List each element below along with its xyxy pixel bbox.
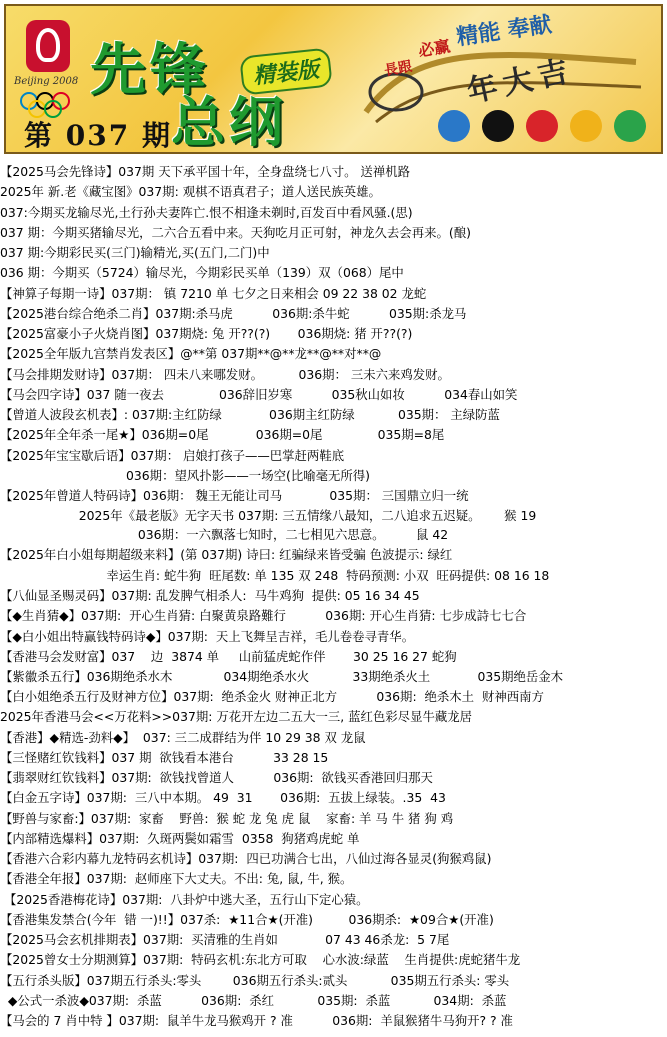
list-item: 【马会排期发财诗】037期： 四未八来哪发财。 036期： 三未六来鸡发财。 (0, 367, 450, 382)
list-item: 【2025年白小姐每期超级来料】(第 037期) 诗曰: 红骗绿来皆受骗 色波提示: 绿红 (0, 547, 453, 562)
list-item: 【马会四字诗】037 随一夜去 036辞旧岁寒 035秋山如妆 034春山如笑 (0, 387, 518, 402)
list-item: 【三怪赌红钦钱料】037 期 欲钱看本港台 33 28 15 (0, 750, 329, 765)
beijing-logo-text: Beijing 2008 (14, 76, 79, 87)
list-item: 【香港马会发财富】037 边 3874 单 山前猛虎蛇作伴 30 25 16 27 蛇狗 (0, 649, 457, 664)
emblem-mark (36, 28, 60, 62)
list-item: 【香港】◆精选-劲料◆】 037: 三二成群结为伴 10 29 38 双 龙鼠 (0, 730, 366, 745)
title-part1: 先锋 (90, 37, 210, 103)
mascot-icon (526, 110, 558, 142)
list-item: 【马会的 7 肖中特 】037期: 鼠羊牛龙马猴鸡开 ? 准 036期: 羊鼠猴猪牛马狗开? ? 准 (0, 1013, 513, 1028)
mascot-icon (570, 110, 602, 142)
list-item: 【2025年全年杀一尾★】036期=0尾 036期=0尾 035期=8尾 (0, 427, 445, 442)
list-item: 036 期：今期买（5724）输尽光，今期彩民买单（139）双（068）尾中 (0, 265, 404, 280)
mascot-icon (438, 110, 470, 142)
list-item: 【紫徽杀五行】036期绝杀水木 034期绝杀水火 33期绝杀火土 035期绝岳金木 (0, 669, 564, 684)
list-item: 【白金五字诗】037期: 三八中本期。 49 31 036期: 五拔上绿装。.35 43 (0, 790, 446, 805)
list-item: 2025年 新.老《藏宝图》037期: 观棋不语真君子；道人送民族英雄。 (0, 184, 381, 199)
list-item: 【2025富豪小子火烧肖图】037期烧: 兔 开??(?) 036期烧: 猪 开??(?) (0, 326, 413, 341)
list-item: 【八仙显圣赐灵码】037期: 乱发脾气相杀人: 马牛鸡狗 提供: 05 16 34 45 (0, 588, 420, 603)
list-item: 【内部精选爆料】037期: 久斑两鬓如霜雪 0358 狗猪鸡虎蛇 单 (0, 831, 360, 846)
slogan-top: 精能 奉献 (454, 11, 554, 51)
list-item: 037 期:今期彩民买(三门)输精光,买(五门,二门)中 (0, 245, 270, 260)
list-item: 【香港集发禁合(今年 错 一)!!】037杀: ★11合★(开准) 036期杀: ★09合★(开准) (0, 912, 494, 927)
list-item: 037 期：今期买猪输尽光，二六合五看中来。天狗吃月正可射，神龙久去会再来。(酿) (0, 225, 471, 240)
list-item: 【翡翠财红钦钱料】037期: 欲钱找曾道人 036期: 欲钱买香港回归那天 (0, 770, 433, 785)
slogan-win: 必赢 (416, 36, 452, 61)
list-item: 2025年《最老版》无字天书 037期: 三五情缘八最知，二八追求五迟疑。 猴 19 (0, 508, 537, 523)
list-item: 幸运生肖: 蛇牛狗 旺尾数: 单 135 双 248 特码预测: 小双 旺码提供: 08 16 18 (0, 568, 550, 583)
list-item: 【2025港台综合绝杀二肖】037期:杀马虎 036期:杀牛蛇 035期:杀龙马 (0, 306, 467, 321)
list-item: 【曾道人波段玄机表】: 037期:主红防绿 036期主红防绿 035期： 主绿防蓝 (0, 407, 500, 422)
issue-number: 第 037 期 (24, 119, 172, 152)
list-item: 【2025马会先锋诗】037期 天下承平国十年，全身盘绕七八寸。 送禅机路 (0, 164, 410, 179)
list-item: 【香港六合彩内幕九龙特码玄机诗】037期: 四已功满合七出，八仙过海各显灵(狗猴鸡鼠) (0, 851, 492, 866)
list-item: 【野兽与家畜:】037期: 家畜 野兽: 猴 蛇 龙 兔 虎 鼠 家畜: 羊 马 牛 猪 狗 鸡 (0, 811, 454, 826)
olympic-logo (14, 20, 84, 120)
header-banner (4, 4, 663, 154)
slogan-follow: 長跟 (382, 58, 414, 80)
mascot-icon (482, 110, 514, 142)
slogan-panel (356, 12, 656, 146)
title-part2: 总纲 (171, 90, 287, 154)
edition-badge: 精装版 (239, 47, 333, 95)
list-item: 【◆生肖猜◆】037期: 开心生肖猜: 白聚黄泉路難行 036期: 开心生肖猜: 七步成詩七七合 (0, 608, 527, 623)
list-item: 2025年香港马会<<万花料>>037期: 万花开左边二五大一三, 蓝红色彩尽显牛藏龙居 (0, 709, 473, 724)
slogan-big: 年大吉 (464, 53, 578, 110)
list-item: 【五行杀头版】037期五行杀头:零头 036期五行杀头:贰头 035期五行杀头: 零头 (0, 973, 510, 988)
list-item: 【2025马会玄机排期表】037期: 买清雅的生肖如 07 43 46杀龙: 5 7尾 (0, 932, 450, 947)
list-item: 【2025年宝宝歇后语】037期： 启娘打孩子——巴掌赶两鞋底 (0, 448, 345, 463)
list-item: 【白小姐绝杀五行及财神方位】037期: 绝杀金火 财神正北方 036期: 绝杀木土 财神西南方 (0, 689, 544, 704)
list-item: ◆公式一杀波◆037期: 杀蓝 036期: 杀红 035期: 杀蓝 034期: 杀蓝 (0, 993, 507, 1008)
list-item: 【香港全年报】037期: 赵师座下大丈夫。不出: 兔, 鼠, 牛, 猴。 (0, 871, 353, 886)
list-item: 【2025曾女士分期测算】037期: 特码玄机:东北方可取 心水波:绿蓝 生肖提供:虎蛇猪牛龙 (0, 952, 521, 967)
list-item: 【2025全年版九宫禁肖发表区】@**第 037期**@**龙**@**对**@ (0, 346, 382, 361)
list-item: 037:今期买龙输尽光,土行孙夫妻阵亡.恨不相逢未剃时,百发百中看风骚.(思) (0, 205, 413, 220)
mascots-group (438, 110, 658, 144)
list-item: 【神算子每期一诗】037期： 镇 7210 单 七夕之日来相会 09 22 38 02 龙蛇 (0, 286, 427, 301)
list-item: 036期：望风扑影——一场空(比喻毫无所得) (0, 468, 370, 483)
mascot-icon (614, 110, 646, 142)
list-item: 【2025香港梅花诗】037期: 八卦炉中逃大圣，五行山下定心猿。 (0, 892, 369, 907)
list-item: 【◆白小姐出特赢钱特码诗◆】037期: 天上飞舞呈吉祥，毛儿卷卷寻青华。 (0, 629, 415, 644)
list-item: 036期：一六飘落七知时，二七相见六思意。 鼠 42 (0, 527, 449, 542)
list-item: 【2025年曾道人特码诗】036期： 魏王无能让司马 035期： 三国鼎立归一统 (0, 488, 469, 503)
